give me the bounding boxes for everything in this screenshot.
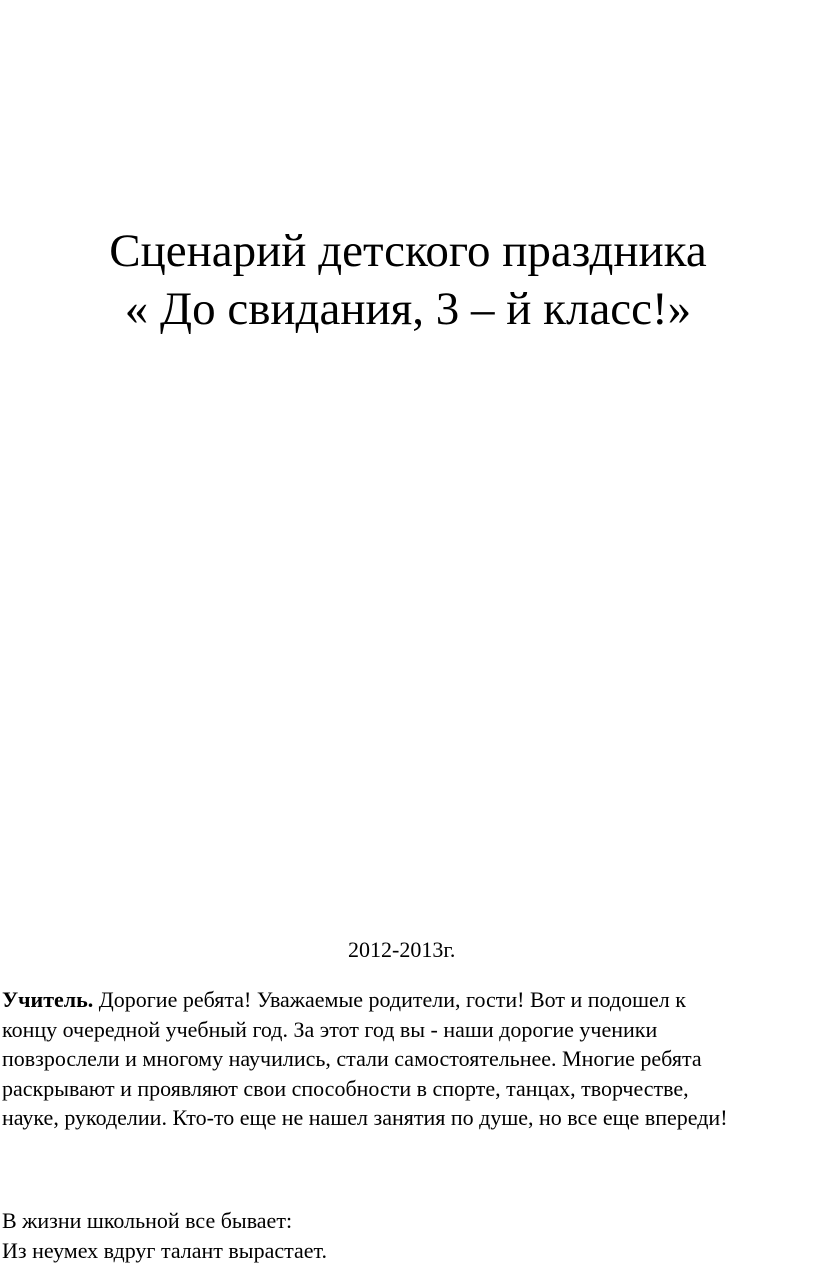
paragraph-line-3: повзрослели и многому научились, стали самостоятельнее. Многие ребята [2,1046,702,1071]
paragraph-line-5: науке, рукоделии. Кто-то еще не нашел занятия по душе, но все еще впереди! [2,1105,728,1130]
paragraph-line-4: раскрывают и проявляют свои способности в спорте, танцах, творчестве, [2,1075,689,1101]
title-line-2: « До свидания, 3 – й класс!» [124,283,692,335]
document-title [0,222,816,338]
paragraph-line-2: концу очередной учебный год. За этот год вы - наши дорогие ученики [2,1016,658,1042]
speaker-label: Учитель. [2,987,94,1012]
paragraph-line-1 [2,985,814,1015]
teacher-speech-paragraph [2,985,814,1133]
poem-stanza [2,1206,814,1265]
title-line-1: Сценарий детского праздника [109,225,707,277]
poem-line-1: В жизни школьной все бывает: [2,1208,293,1233]
academic-year: 2012-2013г. [348,937,456,962]
poem-line-2: Из неумех вдруг талант вырастает. [2,1237,327,1263]
paragraph-line-1-text: Дорогие ребята! Уважаемые родители, гости! Вот и подошел к [93,987,686,1012]
